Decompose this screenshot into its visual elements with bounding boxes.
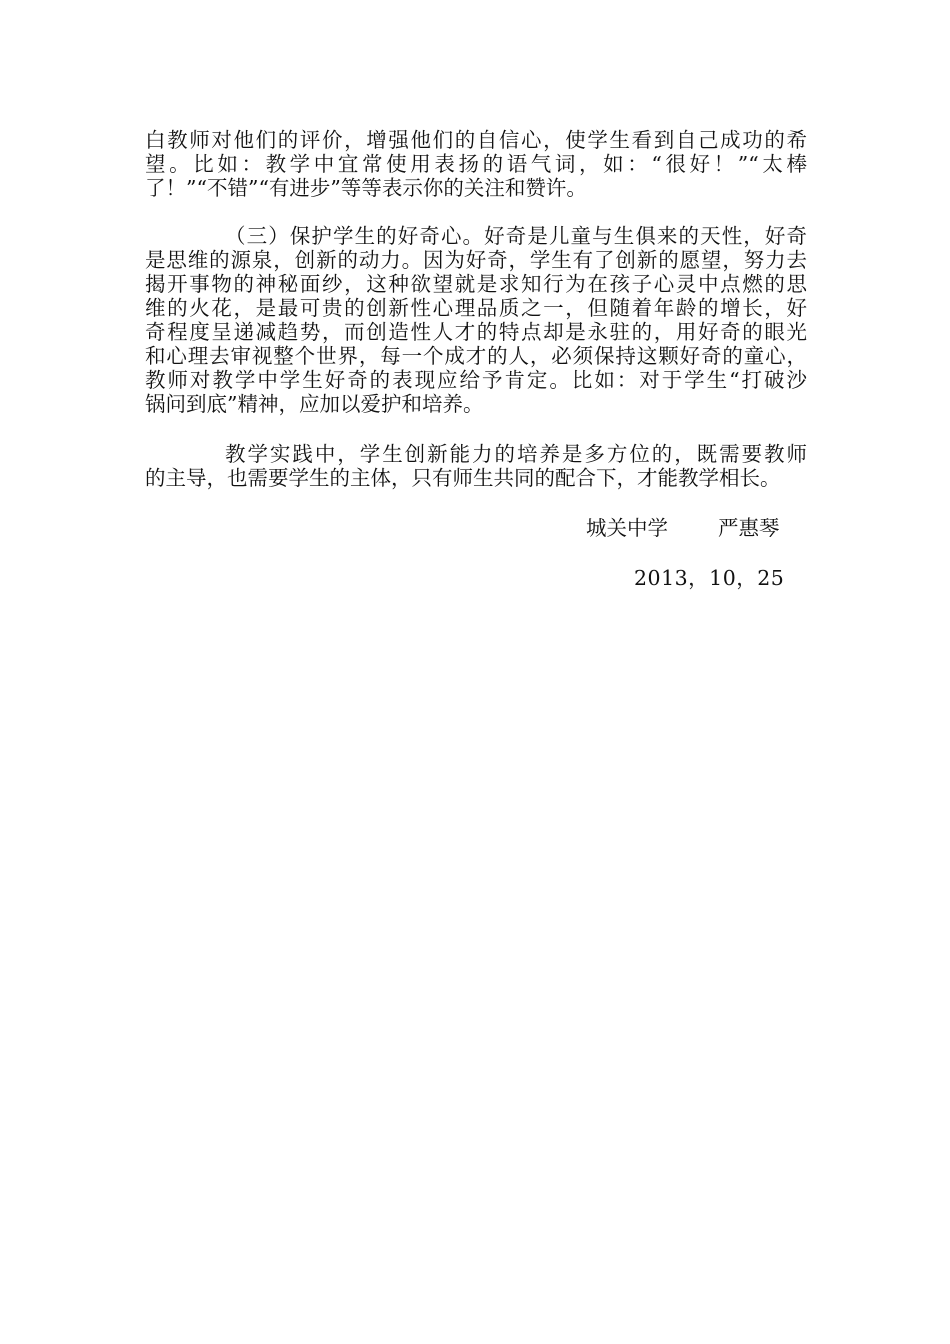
signature-date: 2013，10，25 (634, 566, 785, 590)
text-line: 维的火花，是最可贵的创新性心理品质之一，但随着年龄的增长，好 (145, 296, 807, 320)
text-line: 了！”“不错”“有进步”等等表示你的关注和赞许。 (145, 176, 587, 200)
signature-school: 城关中学 (586, 516, 668, 540)
text-line: 的主导，也需要学生的主体，只有师生共同的配合下，才能教学相长。 (145, 466, 781, 490)
text-line: 教师对教学中学生好奇的表现应给予肯定。比如：对于学生“打破沙 (145, 368, 807, 392)
text-line: 教学实践中，学生创新能力的培养是多方位的，既需要教师 (225, 442, 807, 466)
text-line: 白教师对他们的评价，增强他们的自信心，使学生看到自己成功的希 (145, 128, 807, 152)
text-line: 揭开事物的神秘面纱，这种欲望就是求知行为在孩子心灵中点燃的思 (145, 272, 807, 296)
text-line: 锅问到底”精神，应加以爱护和培养。 (145, 392, 484, 416)
text-line: （三）保护学生的好奇心。好奇是儿童与生俱来的天性，好奇 (225, 224, 807, 248)
text-line: 是思维的源泉，创新的动力。因为好奇，学生有了创新的愿望，努力去 (145, 248, 807, 272)
paragraph-curiosity (145, 224, 807, 416)
paragraph-praise (145, 128, 807, 200)
signature-author: 严惠琴 (718, 516, 780, 540)
text-line: 望。比如：教学中宜常使用表扬的语气词，如：“很好！”“太棒 (145, 152, 807, 176)
text-line: 奇程度呈递减趋势，而创造性人才的特点却是永驻的，用好奇的眼光 (145, 320, 807, 344)
paragraph-conclusion (145, 442, 807, 490)
text-line: 和心理去审视整个世界，每一个成才的人，必须保持这颗好奇的童心， (145, 344, 807, 368)
